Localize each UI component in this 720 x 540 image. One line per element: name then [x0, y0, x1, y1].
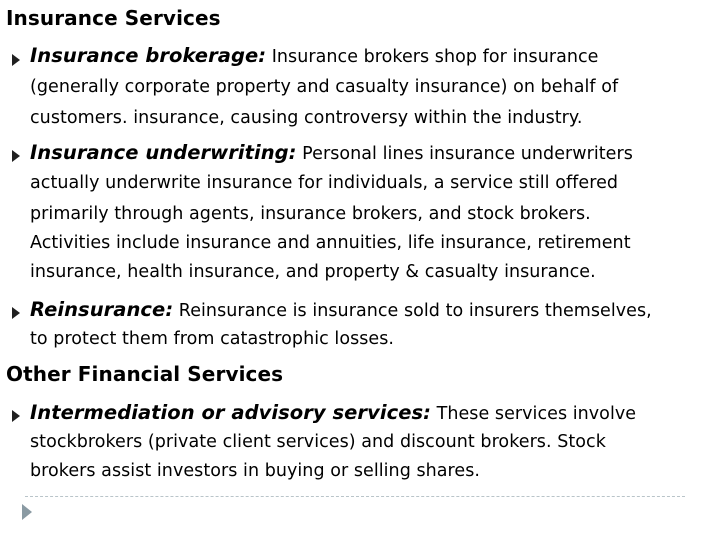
list-item-text-line: customers. insurance, causing controversy within the industry.: [30, 108, 583, 128]
triangle-bullet-icon: [12, 307, 20, 319]
list-item-term: Reinsurance:: [30, 298, 174, 321]
triangle-bullet-icon: [12, 150, 20, 162]
list-item-text: These services involve: [431, 404, 637, 424]
list-item-text-line: insurance, health insurance, and property & casualty insurance.: [30, 262, 596, 282]
list-item-text: Insurance brokers shop for insurance: [266, 47, 599, 67]
list-item-text-line: stockbrokers (private client services) and discount brokers. Stock: [30, 432, 606, 452]
list-item-first-line: [30, 298, 652, 321]
list-item-text-line: to protect them from catastrophic losses.: [30, 329, 395, 349]
triangle-bullet-icon: [12, 54, 20, 66]
footer-divider: [25, 496, 685, 497]
list-item-term: Insurance underwriting:: [30, 141, 297, 164]
list-item-text: Reinsurance is insurance sold to insurers themselves,: [173, 301, 652, 321]
list-item-text-line: (generally corporate property and casualty insurance) on behalf of: [30, 77, 619, 97]
list-item-first-line: [30, 44, 598, 67]
triangle-footer-icon: [22, 504, 32, 520]
list-item-term: Intermediation or advisory services:: [30, 401, 431, 424]
list-item-text-line: Activities include insurance and annuities, life insurance, retirement: [30, 233, 631, 253]
list-item-text-line: brokers assist investors in buying or selling shares.: [30, 461, 481, 481]
triangle-bullet-icon: [12, 410, 20, 422]
list-item-first-line: [30, 141, 633, 164]
list-item-text-line: primarily through agents, insurance brokers, and stock brokers.: [30, 204, 591, 224]
section-heading-other-financial-services: Other Financial Services: [6, 362, 284, 386]
section-heading-insurance-services: Insurance Services: [6, 6, 221, 30]
list-item-text-line: actually underwrite insurance for individuals, a service still offered: [30, 173, 619, 193]
list-item-text: Personal lines insurance underwriters: [296, 144, 633, 164]
list-item-term: Insurance brokerage:: [30, 44, 267, 67]
list-item-first-line: [30, 401, 636, 424]
